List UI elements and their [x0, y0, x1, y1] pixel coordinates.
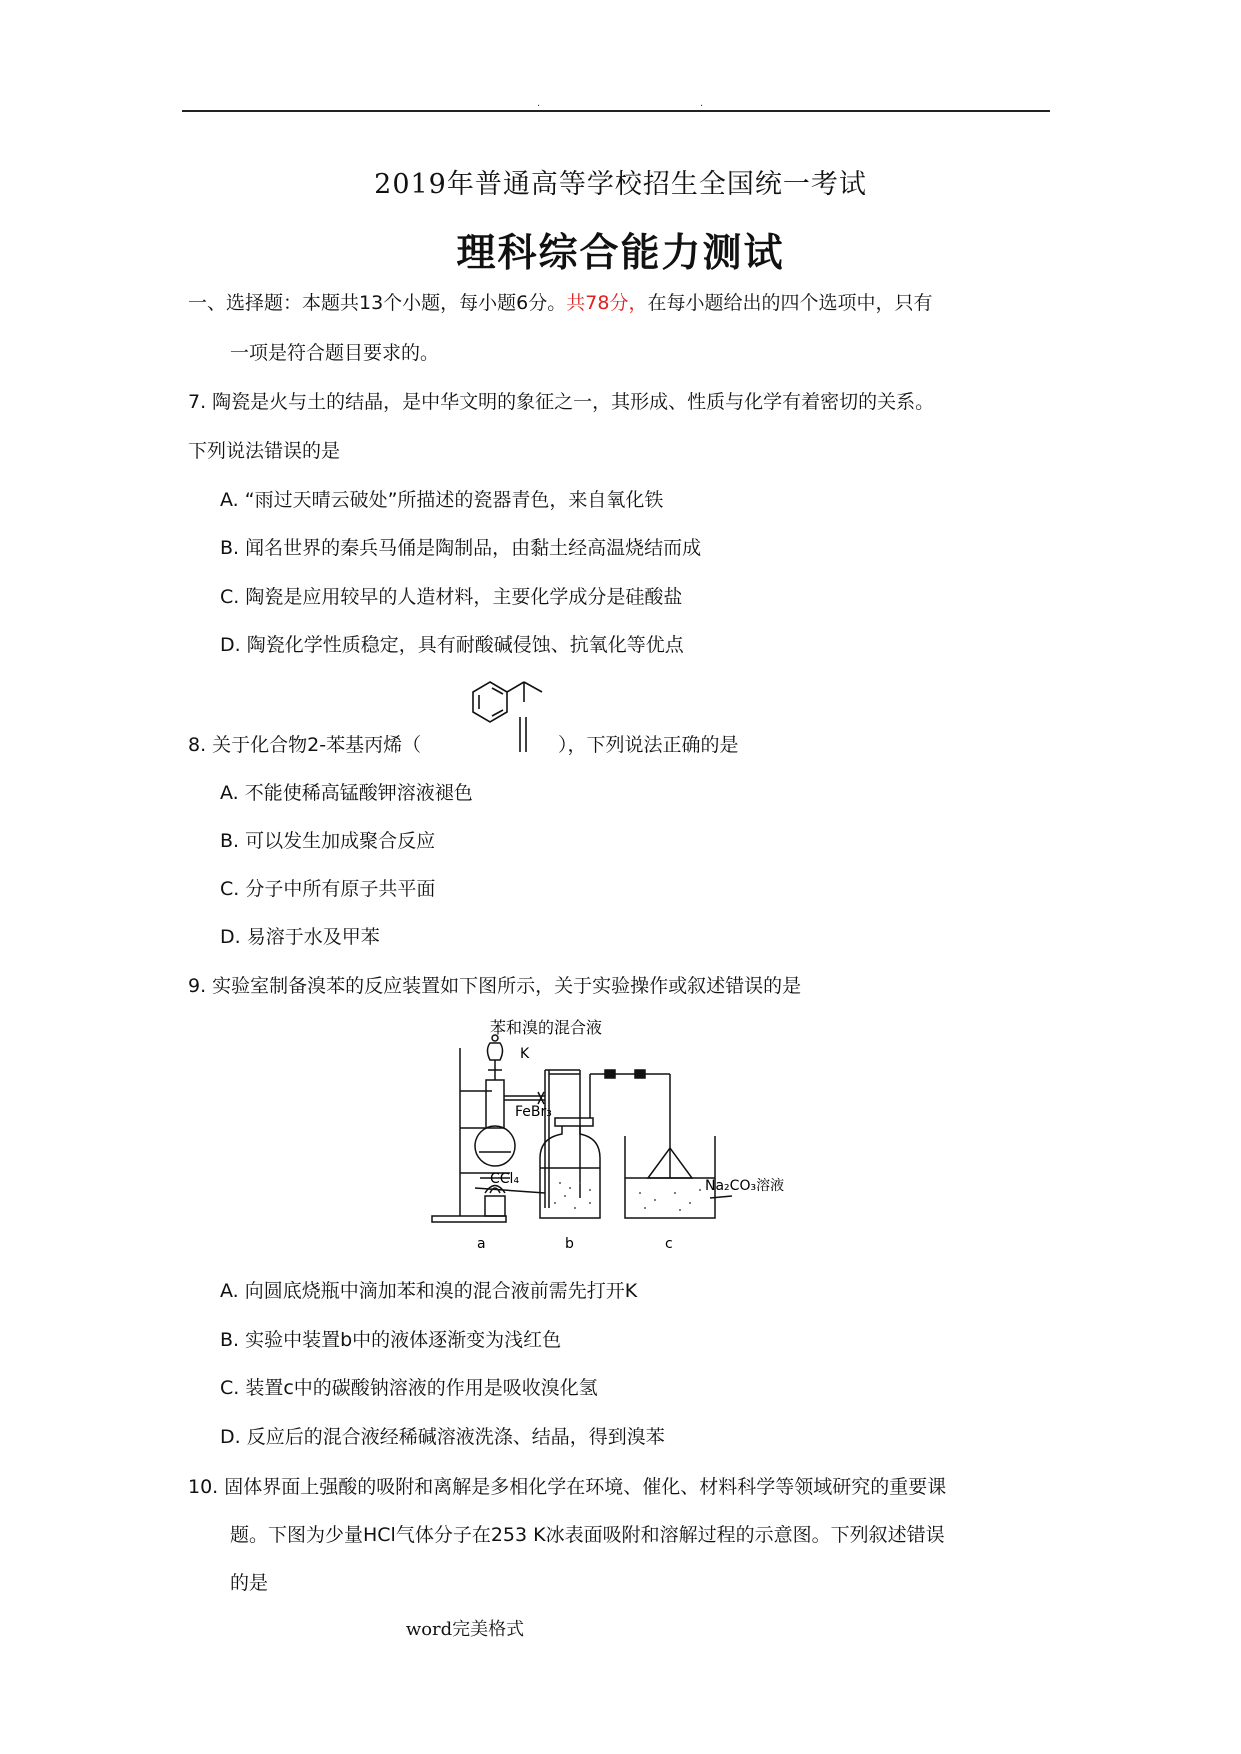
exam-subtitle: 理科综合能力测试 [456, 230, 785, 276]
q9-stem: 9. 实验室制备溴苯的反应装置如下图所示，关于实验操作或叙述错误的是 [188, 975, 802, 997]
page-footer: word完美格式 [405, 1619, 525, 1640]
q7-stem: 7. 陶瓷是火与土的结晶，是中华文明的象征之一，其形成、性质与化学有着密切的关系。 [188, 391, 935, 413]
section-intro-text: 一、选择题：本题共13个小题，每小题6分。 [188, 292, 567, 314]
label-febr3: FeBr₃ [515, 1104, 552, 1120]
label-na2co3: Na₂CO₃溶液 [705, 1178, 785, 1194]
q7-option-d: D. 陶瓷化学性质稳定，具有耐酸碱侵蚀、抗氧化等优点 [220, 634, 684, 656]
section-intro-text: 在每小题给出的四个选项中，只有 [647, 292, 933, 314]
q8-stem-before: 8. 关于化合物2-苯基丙烯（ [188, 734, 422, 756]
q8-option-d: D. 易溶于水及甲苯 [220, 926, 380, 948]
q9-option-a: A. 向圆底烧瓶中滴加苯和溴的混合液前需先打开K [220, 1280, 638, 1302]
q8-option-b: B. 可以发生加成聚合反应 [220, 830, 436, 852]
q7-option-a: A. “雨过天晴云破处”所描述的瓷器青色，来自氧化铁 [220, 489, 664, 511]
label-mixture: 苯和溴的混合液 [490, 1018, 603, 1037]
q8-option-a: A. 不能使稀高锰酸钾溶液褪色 [220, 782, 473, 804]
q7-option-b: B. 闻名世界的秦兵马俑是陶制品，由黏土经高温烧结而成 [220, 537, 702, 559]
label-b: b [565, 1236, 574, 1252]
label-k: K [520, 1046, 530, 1062]
exam-title: 2019年普通高等学校招生全国统一考试 [374, 169, 867, 200]
section-intro-line2: 一项是符合题目要求的。 [230, 342, 440, 364]
header-dot: . [537, 98, 541, 109]
label-c: c [665, 1236, 673, 1252]
q9-option-d: D. 反应后的混合液经稀碱溶液洗涤、结晶，得到溴苯 [220, 1426, 665, 1448]
q10-stem: 的是 [230, 1572, 269, 1594]
q8-option-c: C. 分子中所有原子共平面 [220, 878, 436, 900]
header-dot: . [700, 98, 704, 109]
q9-option-c: C. 装置c中的碳酸钠溶液的作用是吸收溴化氢 [220, 1377, 598, 1399]
q8-stem-after: ），下列说法正确的是 [558, 734, 739, 756]
bromobenzene-apparatus-diagram [430, 1018, 815, 1263]
q7-stem: 下列说法错误的是 [188, 440, 341, 462]
section-intro-total: 共78分， [566, 292, 648, 314]
label-ccl4: CCl₄ [490, 1171, 520, 1187]
q10-stem: 题。下图为少量HCl气体分子在253 K冰表面吸附和溶解过程的示意图。下列叙述错误 [230, 1524, 945, 1546]
q7-option-c: C. 陶瓷是应用较早的人造材料，主要化学成分是硅酸盐 [220, 586, 683, 608]
section-intro [188, 290, 932, 316]
2-phenylpropene-structure [462, 672, 562, 762]
q9-option-b: B. 实验中装置b中的液体逐渐变为浅红色 [220, 1329, 562, 1351]
label-a: a [477, 1236, 486, 1252]
q10-stem: 10. 固体界面上强酸的吸附和离解是多相化学在环境、催化、材料科学等领域研究的重要课 [188, 1476, 947, 1498]
header-rule [182, 110, 1050, 112]
